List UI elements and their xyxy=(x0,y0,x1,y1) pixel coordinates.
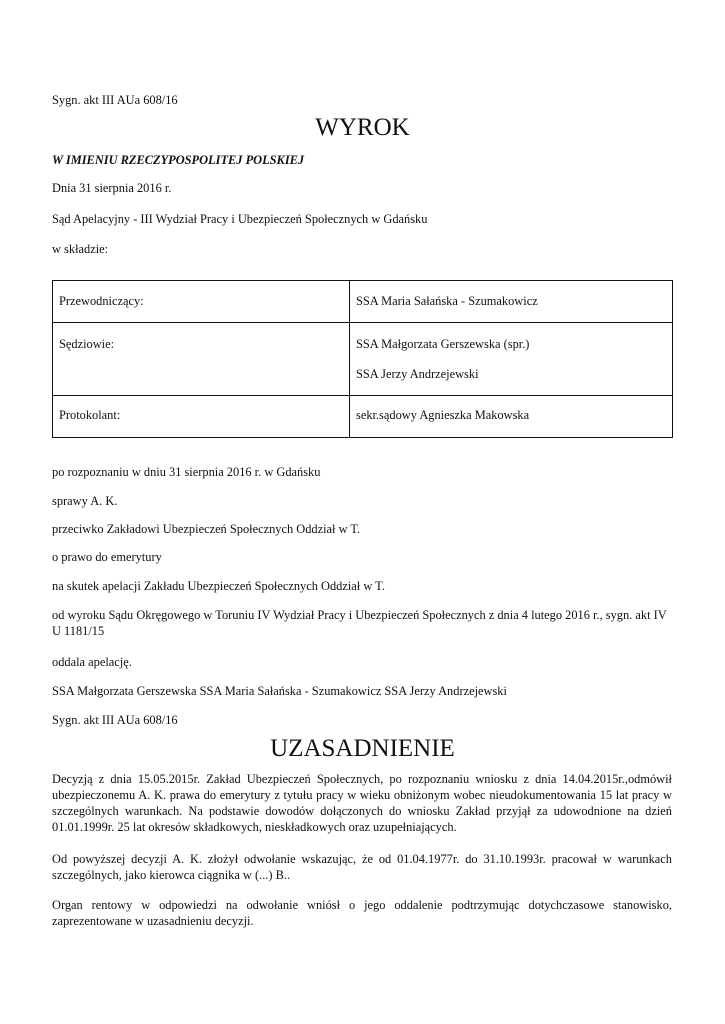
composition-label: w składzie: xyxy=(52,242,109,256)
verdict-title: WYROK xyxy=(315,114,410,141)
justification-paragraph: Decyzją z dnia 15.05.2015r. Zakład Ubezpieczeń Społecznych, po rozpoznaniu wniosku z dnia 14.04.2015r.,odmówił ubezpieczonemu A. K. prawa do emerytury z tytułu pracy w wieku obniżonym wobec nieudokumentowania 15 lat pracy w szczególnych warunkach. Na podstawie dowodów dołączonych do wniosku Zakład przyjął za udowodnione na dzień 01.01.1999r. 25 lat okresów składkowych, nieskładkowych oraz uzupełniających. xyxy=(52,772,672,834)
verdict-paragraph: po rozpoznaniu w dniu 31 sierpnia 2016 r. w Gdańsku xyxy=(52,465,321,479)
clerk-label: Protokolant: xyxy=(53,396,350,438)
case-signature-top: Sygn. akt III AUa 608/16 xyxy=(52,93,178,107)
verdict-subtitle: W IMIENIU RZECZYPOSPOLITEJ POLSKIEJ xyxy=(52,153,305,167)
judge-name: SSA Jerzy Andrzejewski xyxy=(356,367,479,381)
court-name: Sąd Apelacyjny - III Wydział Pracy i Ubezpieczeń Społecznych w Gdańsku xyxy=(52,212,428,226)
verdict-paragraph: o prawo do emerytury xyxy=(52,550,162,564)
justification-paragraph: Od powyższej decyzji A. K. złożył odwołanie wskazując, że od 01.04.1977r. do 31.10.1993r. pracował w warunkach szczególnych, jako kierowca ciągnika w (...) B.. xyxy=(52,852,672,882)
verdict-paragraph: przeciwko Zakładowi Ubezpieczeń Społecznych Oddział w T. xyxy=(52,522,361,536)
judges-cell xyxy=(350,323,673,396)
clerk-value: sekr.sądowy Agnieszka Makowska xyxy=(350,396,673,438)
verdict-decision: oddala apelację. xyxy=(52,655,132,669)
judge-signatures: SSA Małgorzata Gerszewska SSA Maria Sałańska - Szumakowicz SSA Jerzy Andrzejewski xyxy=(52,684,507,698)
composition-table xyxy=(52,280,673,438)
verdict-paragraph: od wyroku Sądu Okręgowego w Toruniu IV Wydział Pracy i Ubezpieczeń Społecznych z dnia 4 lutego 2016 r., sygn. akt IV U 1181/15 xyxy=(52,608,667,638)
presiding-value: SSA Maria Sałańska - Szumakowicz xyxy=(350,281,673,323)
justification-paragraph: Organ rentowy w odpowiedzi na odwołanie wniósł o jego oddalenie podtrzymując dotychczasowe stanowisko, zaprezentowane w uzasadnieniu decyzji. xyxy=(52,898,672,928)
table-row xyxy=(53,323,673,396)
verdict-date: Dnia 31 sierpnia 2016 r. xyxy=(52,181,172,195)
case-signature-justification: Sygn. akt III AUa 608/16 xyxy=(52,713,178,727)
table-row xyxy=(53,281,673,323)
judges-label: Sędziowie: xyxy=(53,323,350,396)
presiding-label: Przewodniczący: xyxy=(53,281,350,323)
justification-title: UZASADNIENIE xyxy=(270,735,455,762)
verdict-paragraph: sprawy A. K. xyxy=(52,494,118,508)
table-row xyxy=(53,396,673,438)
verdict-paragraph: na skutek apelacji Zakładu Ubezpieczeń Społecznych Oddział w T. xyxy=(52,579,385,593)
judge-name: SSA Małgorzata Gerszewska (spr.) xyxy=(356,337,530,351)
